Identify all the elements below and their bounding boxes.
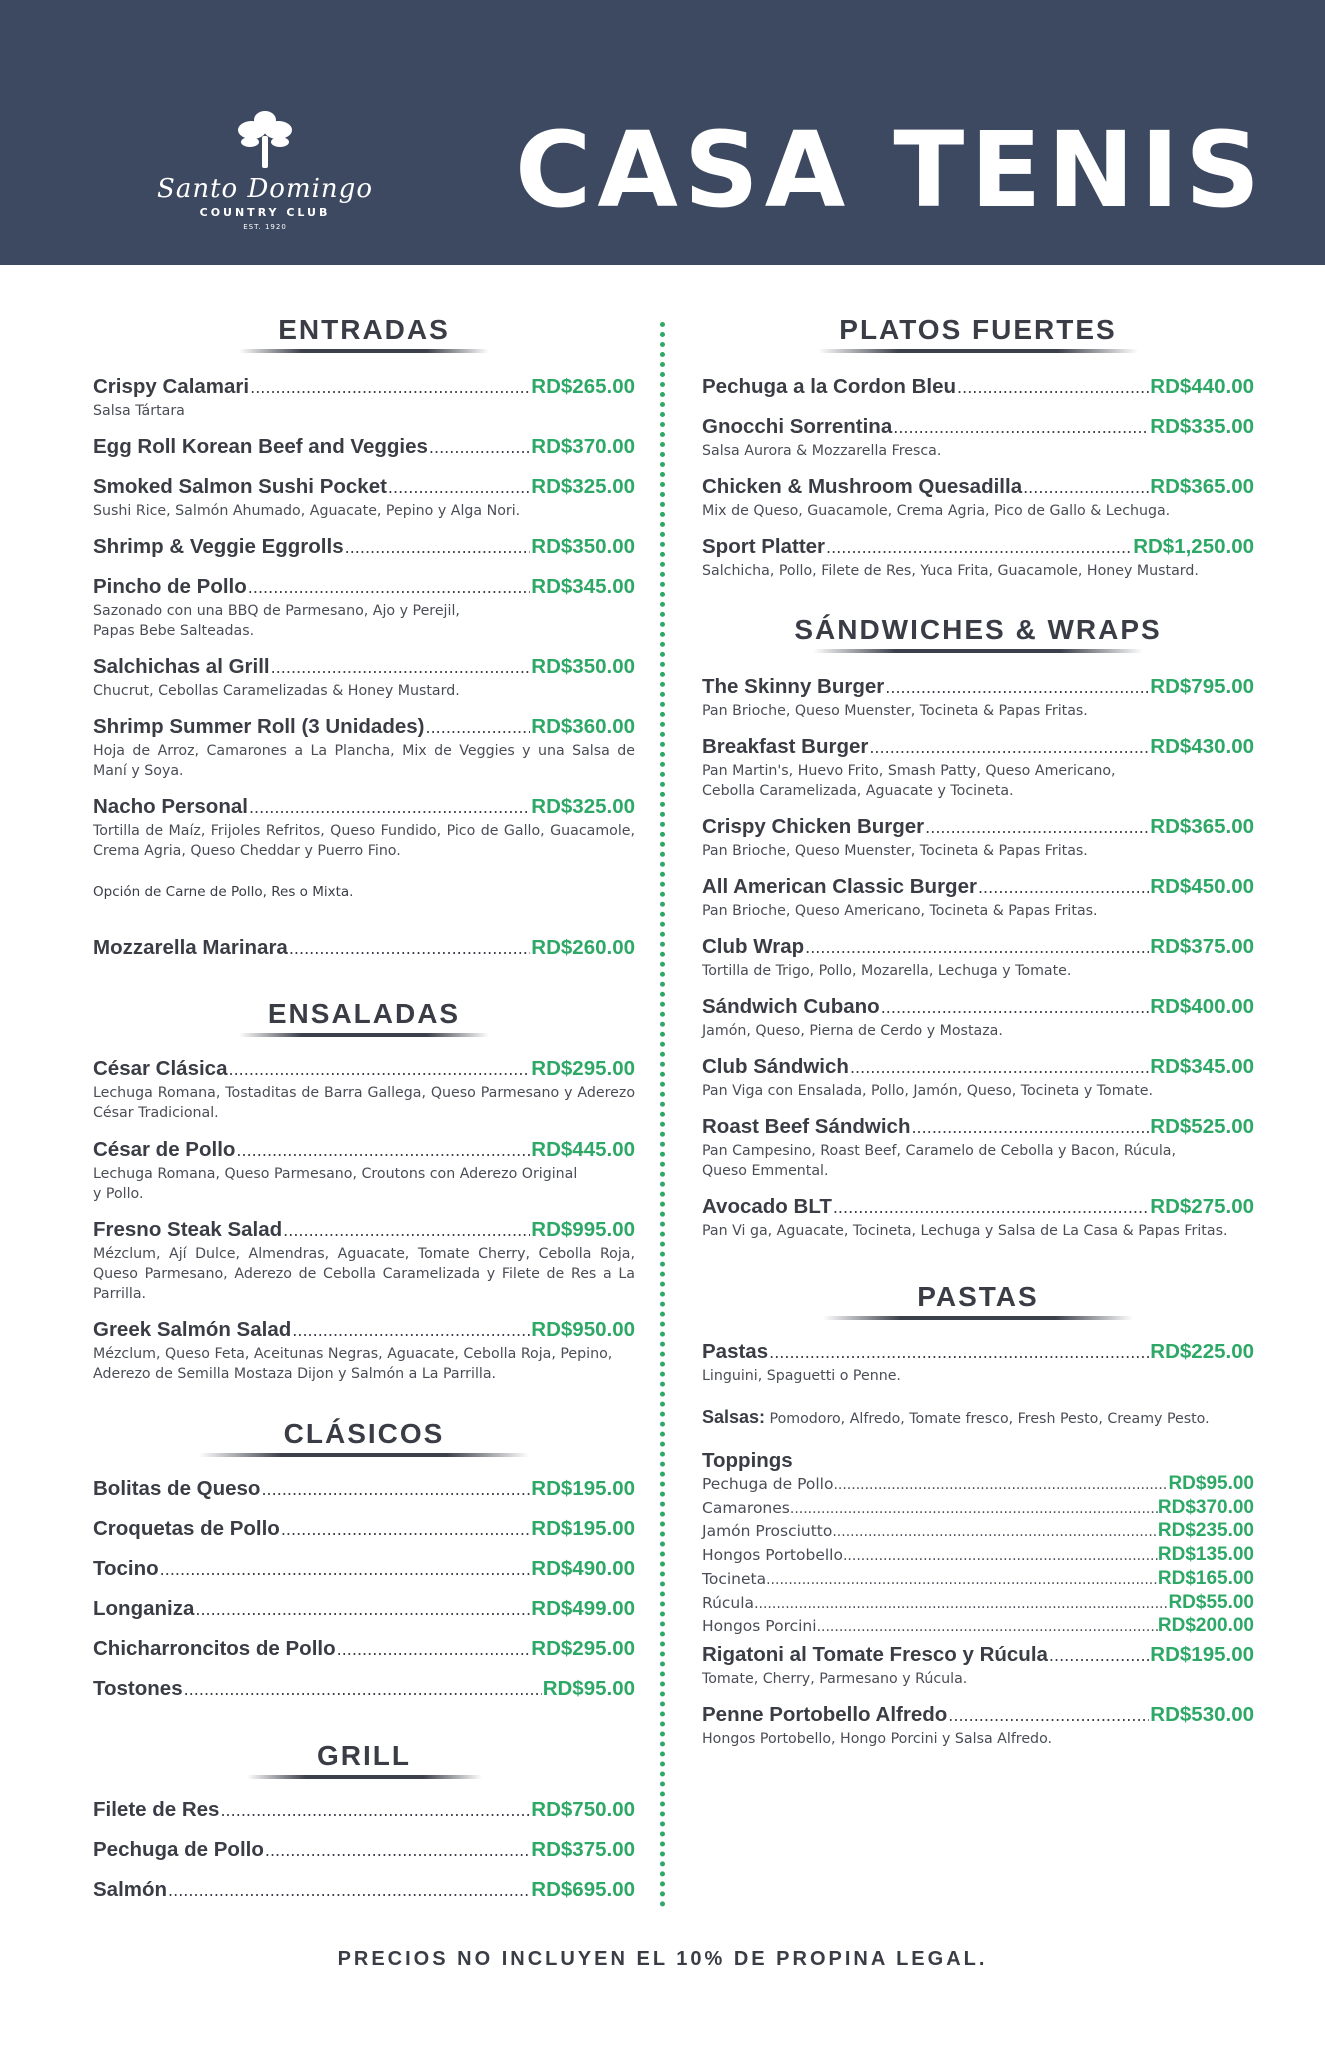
menu-item [93,1797,635,1824]
menu-item [93,1476,635,1503]
item-price: RD$265.00 [531,375,635,398]
item-name: Gnocchi Sorrentina [702,415,893,438]
menu-item [93,1837,635,1864]
item-name: Shrimp Summer Roll (3 Unidades) [93,715,425,738]
item-description: Jamón, Queso, Pierna de Cerdo y Mostaza. [702,1023,1003,1039]
item-description: Lechuga Romana, Queso Parmesano, Croutons con Aderezo Original [93,1166,578,1182]
item-name: Avocado BLT [702,1195,832,1218]
item-price: RD$345.00 [531,575,635,598]
item-price: RD$195.00 [531,1517,635,1540]
item-description: Hongos Portobello, Hongo Porcini y Salsa Alfredo. [702,1731,1053,1747]
topping-row [702,1544,1254,1568]
item-description: Pan Vi ga, Aguacate, Tocineta, Lechuga y Salsa de La Casa & Papas Fritas. [702,1223,1228,1239]
item-name: Roast Beef Sándwich [702,1115,911,1138]
topping-name: Tocineta [702,1569,767,1588]
menu-item [93,534,635,561]
item-description: Mix de Queso, Guacamole, Crema Agria, Pico de Gallo & Lechuga. [702,503,1171,519]
menu-item [702,1054,1254,1101]
topping-name: Hongos Porcini [702,1617,817,1636]
section-title: ENTRADAS [278,314,450,345]
item-price: RD$365.00 [1150,475,1254,498]
item-price: RD$260.00 [531,936,635,959]
item-description: Linguini, Spaguetti o Penne. [702,1368,901,1384]
item-price: RD$750.00 [531,1798,635,1821]
item-price: RD$445.00 [531,1138,635,1161]
menu-item [702,374,1254,401]
item-price: RD$365.00 [1150,815,1254,838]
item-description: Mézclum, Ají Dulce, Almendras, Aguacate, Tomate Cherry, Cebolla Roja, Queso Parmesano, Aderezo de Cebolla Caramelizada y Filete de Res a La Parrilla. [93,1246,635,1302]
item-name: Club Sándwich [702,1055,849,1078]
topping-row [702,1568,1254,1592]
item-price: RD$350.00 [531,655,635,678]
toppings-label: Toppings [702,1449,793,1472]
item-name: Crispy Chicken Burger [702,815,925,838]
menu-item [702,1702,1254,1749]
item-price: RD$95.00 [542,1677,635,1700]
item-description: Mézclum, Queso Feta, Aceitunas Negras, Aguacate, Cebolla Roja, Pepino, Aderezo de Semilla Mostaza Dijon y Salmón a La Parrilla. [93,1346,613,1382]
item-description: Sushi Rice, Salmón Ahumado, Aguacate, Pepino y Alga Nori. [93,503,521,519]
item-price: RD$370.00 [531,435,635,458]
topping-price: RD$135.00 [1157,1544,1254,1566]
item-price: RD$335.00 [1150,415,1254,438]
item-description: Tomate, Cherry, Parmesano y Rúcula. [702,1671,968,1687]
topping-name: Pechuga de Pollo [702,1475,834,1493]
section-rule [247,1775,482,1779]
item-description: Tortilla de Maíz, Frijoles Refritos, Queso Fundido, Pico de Gallo, Guacamole, Crema Agria, Queso Cheddar y Puerro Fino. [93,823,635,859]
item-price: RD$325.00 [531,475,635,498]
menu-item [93,1516,635,1543]
club-logo [150,110,380,250]
item-price: RD$375.00 [1150,935,1254,958]
item-description: Pan Campesino, Roast Beef, Caramelo de Cebolla y Bacon, Rúcula, [702,1143,1176,1159]
topping-row [702,1615,1254,1639]
item-name: Tostones [93,1677,183,1700]
item-price: RD$360.00 [531,715,635,738]
item-name: Bolitas de Queso [93,1477,261,1500]
item-name: Pechuga a la Cordon Bleu [702,375,957,398]
menu-item [93,1877,635,1904]
item-price: RD$375.00 [531,1838,635,1861]
menu-item [93,1056,635,1123]
section-ensaladas [93,997,635,1037]
topping-price: RD$165.00 [1157,1567,1254,1589]
item-description: Hoja de Arroz, Camarones a La Plancha, Mix de Veggies y una Salsa de Maní y Soya. [93,743,635,779]
menu-item [702,474,1254,521]
topping-row [702,1520,1254,1544]
item-name: Pincho de Pollo [93,575,247,598]
menu-item [702,1642,1254,1689]
menu-item [93,1317,635,1384]
item-name: Chicharroncitos de Pollo [93,1637,336,1660]
section-rule [239,349,489,353]
item-name: Fresno Steak Salad [93,1218,283,1241]
item-name: Longaniza [93,1597,195,1620]
page-title: CASA TENIS [515,109,1267,231]
item-price: RD$195.00 [1150,1643,1254,1666]
item-price: RD$1,250.00 [1133,535,1254,558]
menu-item [702,674,1254,721]
salsas-text: Pomodoro, Alfredo, Tomate fresco, Fresh Pesto, Creamy Pesto. [765,1411,1210,1427]
toppings-list [702,1449,1254,1639]
topping-name: Rúcula [702,1593,755,1612]
menu-item [702,534,1254,581]
topping-name: Camarones [702,1498,790,1517]
item-name: César de Pollo [93,1138,236,1161]
item-description: Pan Brioche, Queso Americano, Tocineta & Papas Fritas. [702,903,1098,919]
item-description: Pan Viga con Ensalada, Pollo, Jamón, Queso, Tocineta y Tomate. [702,1083,1154,1099]
item-name: Penne Portobello Alfredo [702,1703,948,1726]
topping-row [702,1497,1254,1521]
menu-item [702,734,1254,801]
section-title: PLATOS FUERTES [839,314,1117,345]
item-name: All American Classic Burger [702,875,977,898]
topping-name: Jamón Prosciutto [702,1522,833,1541]
item-name: Croquetas de Pollo [93,1517,280,1540]
item-description-line2: Papas Bebe Salteadas. [93,623,255,639]
section-rule [199,1453,529,1457]
logo-club-text: COUNTRY CLUB [199,206,331,219]
topping-price: RD$200.00 [1157,1615,1254,1637]
item-name: Tocino [93,1557,159,1580]
item-name: Sándwich Cubano [702,995,880,1018]
menu-item [93,1596,635,1623]
menu-item [93,1636,635,1663]
menu-item [702,994,1254,1041]
menu-item [93,574,635,641]
item-name: Chicken & Mushroom Quesadilla [702,475,1023,498]
section-title: CLÁSICOS [283,1418,445,1449]
item-name: Sport Platter [702,535,826,558]
item-name: Shrimp & Veggie Eggrolls [93,535,344,558]
section-clasicos [93,1417,635,1457]
item-price: RD$450.00 [1150,875,1254,898]
item-name: Mozzarella Marinara [93,936,288,959]
item-price: RD$195.00 [531,1477,635,1500]
logo-est-text: EST. 1920 [243,223,287,231]
section-entradas [93,313,635,353]
menu-item [93,1217,635,1304]
menu-item [93,1556,635,1583]
salsas-label: Salsas: [702,1407,766,1427]
menu-item [702,1114,1254,1181]
item-description: Salsa Aurora & Mozzarella Fresca. [702,443,942,459]
item-name: The Skinny Burger [702,675,885,698]
item-name: Greek Salmón Salad [93,1318,292,1341]
section-platos-fuertes [702,313,1254,353]
section-pastas [702,1280,1254,1320]
menu-item [702,934,1254,981]
item-name: César Clásica [93,1057,228,1080]
item-price: RD$400.00 [1150,995,1254,1018]
menu-item [93,714,635,781]
menu-item [93,935,635,962]
header-banner [0,0,1325,265]
section-rule [818,349,1138,353]
item-description-line2: Cebolla Caramelizada, Aguacate y Tocineta. [702,783,1014,799]
item-price: RD$950.00 [531,1318,635,1341]
item-name: Club Wrap [702,935,805,958]
item-description: Salsa Tártara [93,403,185,419]
item-name: Filete de Res [93,1798,220,1821]
item-description: Pan Brioche, Queso Muenster, Tocineta & Papas Fritas. [702,843,1088,859]
item-price: RD$499.00 [531,1597,635,1620]
topping-price: RD$55.00 [1168,1591,1254,1613]
logo-script-text: Santo Domingo [157,174,373,204]
item-description: Pan Brioche, Queso Muenster, Tocineta & Papas Fritas. [702,703,1088,719]
section-rule [813,649,1143,653]
item-price: RD$995.00 [531,1218,635,1241]
menu-item [93,654,635,701]
topping-row [702,1473,1254,1497]
item-price: RD$695.00 [531,1878,635,1901]
menu-item [702,1339,1254,1386]
topping-name: Hongos Portobello [702,1546,843,1565]
item-price: RD$325.00 [531,795,635,818]
item-name: Nacho Personal [93,795,248,818]
section-title: GRILL [317,1740,411,1771]
menu-item [93,794,635,861]
item-name: Salchichas al Grill [93,655,270,678]
menu-item [93,374,635,421]
footer-note: PRECIOS NO INCLUYEN EL 10% DE PROPINA LEGAL. [337,1948,988,1970]
item-description: Chucrut, Cebollas Caramelizadas & Honey Mustard. [93,683,460,699]
item-price: RD$795.00 [1150,675,1254,698]
section-rule [239,1033,489,1037]
item-name: Salmón [93,1878,168,1901]
menu-item [93,434,635,461]
item-price: RD$225.00 [1150,1340,1254,1363]
item-name: Smoked Salmon Sushi Pocket [93,475,387,498]
palm-tree-icon [230,110,300,170]
menu-item [93,1676,635,1703]
item-name: Crispy Calamari [93,375,250,398]
item-description: Sazonado con una BBQ de Parmesano, Ajo y Perejil, [93,603,460,619]
item-price: RD$345.00 [1150,1055,1254,1078]
item-description-line2: y Pollo. [93,1186,144,1202]
item-description: Salchicha, Pollo, Filete de Res, Yuca Frita, Guacamole, Honey Mustard. [702,563,1199,579]
column-divider [660,322,665,1908]
menu-item [702,414,1254,461]
topping-price: RD$370.00 [1157,1496,1254,1518]
item-price: RD$440.00 [1150,375,1254,398]
item-name: Pastas [702,1340,769,1363]
item-name: Rigatoni al Tomate Fresco y Rúcula [702,1643,1048,1666]
topping-price: RD$235.00 [1157,1520,1254,1542]
item-price: RD$295.00 [531,1057,635,1080]
section-rule [823,1316,1133,1320]
section-title: ENSALADAS [267,998,461,1029]
salsas-line [702,1406,1254,1430]
menu-item [93,474,635,521]
item-description: Pan Martin's, Huevo Frito, Smash Patty, Queso Americano, [702,763,1116,779]
topping-row [702,1592,1254,1616]
section-sandwiches [702,613,1254,653]
item-price: RD$525.00 [1150,1115,1254,1138]
item-name: Pechuga de Pollo [93,1838,264,1861]
item-description: Lechuga Romana, Tostaditas de Barra Gallega, Queso Parmesano y Aderezo César Tradicional. [93,1085,635,1121]
menu-item [702,814,1254,861]
item-description-line2: Queso Emmental. [702,1163,829,1179]
section-title: SÁNDWICHES & WRAPS [794,614,1162,645]
item-price: RD$275.00 [1150,1195,1254,1218]
menu-item [702,874,1254,921]
item-price: RD$295.00 [531,1637,635,1660]
section-title: PASTAS [917,1281,1039,1312]
menu-item [702,1194,1254,1241]
item-description: Tortilla de Trigo, Pollo, Mozarella, Lechuga y Tomate. [702,963,1072,979]
item-price: RD$530.00 [1150,1703,1254,1726]
item-name: Breakfast Burger [702,735,869,758]
topping-price: RD$95.00 [1168,1473,1254,1494]
menu-item [93,1137,635,1204]
item-name: Egg Roll Korean Beef and Veggies [93,435,428,458]
section-grill [93,1739,635,1779]
note-text: Opción de Carne de Pollo, Res o Mixta. [93,884,354,900]
item-price: RD$350.00 [531,535,635,558]
item-price: RD$490.00 [531,1557,635,1580]
item-price: RD$430.00 [1150,735,1254,758]
menu-note [93,882,635,902]
